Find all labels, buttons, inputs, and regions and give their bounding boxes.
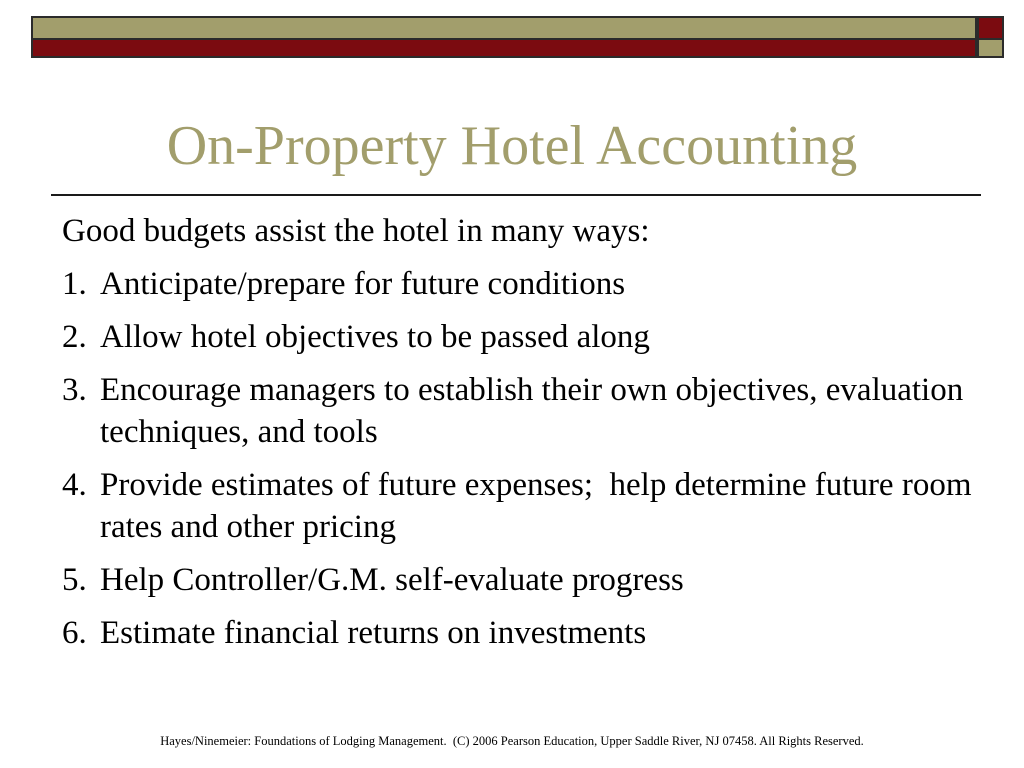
list-item-number: 6.: [62, 615, 87, 651]
header-bar-olive: [31, 16, 977, 40]
title-divider: [51, 194, 981, 196]
list-item-text: Help Controller/G.M. self-evaluate progress: [100, 562, 684, 598]
slide-body: [62, 210, 1002, 665]
list-item: [62, 369, 1002, 453]
slide-title: On-Property Hotel Accounting: [166, 115, 858, 177]
list-item-text: Anticipate/prepare for future conditions: [100, 266, 626, 302]
list-item-number: 1.: [62, 266, 87, 302]
list-item-text: Estimate financial returns on investments: [100, 615, 647, 651]
list-item-number: 2.: [62, 319, 87, 355]
header-bar-maroon: [31, 40, 977, 58]
slide-footer: Hayes/Ninemeier: Foundations of Lodging Management. (C) 2006 Pearson Education, Upper Saddle River, NJ 07458. All Rights Reserved.: [160, 734, 864, 748]
list-item: [62, 263, 1002, 305]
header-square-olive: [977, 40, 1004, 58]
list-item-number: 5.: [62, 562, 87, 598]
list-item-text: Encourage managers to establish their own objectives, evaluation techniques, and tools: [100, 372, 972, 450]
list-item: [62, 559, 1002, 601]
list-item-number: 3.: [62, 372, 87, 408]
list-item: [62, 316, 1002, 358]
lead-text: Good budgets assist the hotel in many ways:: [62, 213, 650, 249]
list-item: [62, 612, 1002, 654]
list-item-text: Provide estimates of future expenses; help determine future room rates and other pricing: [100, 467, 980, 545]
list-item: [62, 464, 1002, 548]
list-item-number: 4.: [62, 467, 87, 503]
list-item-text: Allow hotel objectives to be passed along: [100, 319, 650, 355]
header-square-maroon: [977, 16, 1004, 40]
